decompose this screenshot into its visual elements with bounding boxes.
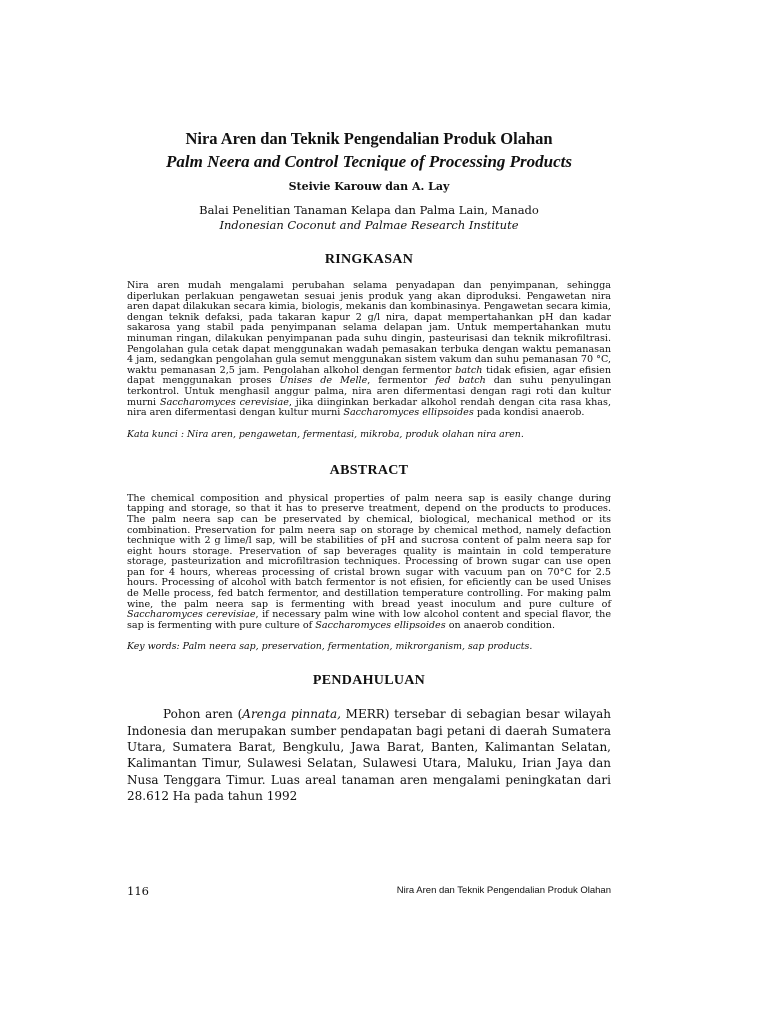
authors: Steivie Karouw dan A. Lay [288, 180, 450, 193]
abstract-run: on anaerob condition. [445, 619, 556, 631]
ringkasan-text [127, 281, 611, 419]
abstract-text [127, 494, 611, 632]
key-words [127, 641, 611, 653]
page-footer [127, 884, 611, 900]
kata-kunci-label: Kata kunci : [127, 428, 185, 440]
abstract-heading: ABSTRACT [329, 462, 409, 478]
abstract-run: , if necessary palm wine with low alcohol content and special flavor, the sap is fermenting with pure culture of [127, 609, 612, 631]
ringkasan-run: , fermentor [367, 375, 436, 387]
abstract-italic-term: Saccharomyces cerevisiae [127, 609, 256, 621]
running-title: Nira Aren dan Teknik Pengendalian Produk Olahan [396, 885, 611, 896]
pendahuluan-run: Pohon aren ( [163, 707, 243, 722]
ringkasan-run: dan suhu penyulingan terkontrol. Untuk menghasil anggur palma, nira aren difermentasi dengan ragi roti dan kultur murni [127, 375, 612, 408]
ringkasan-italic-term: batch [455, 364, 483, 376]
key-words-terms: Palm neera sap, preservation, fermentation, mikrorganism, sap products. [179, 641, 533, 653]
ringkasan-italic-term: Saccharomyces cerevisiae [160, 396, 289, 408]
affiliation-indonesian: Balai Penelitian Tanaman Kelapa dan Palma Lain, Manado [199, 203, 539, 217]
pendahuluan-italic-term: Arenga pinnata, [242, 707, 341, 722]
ringkasan-run: , jika diinginkan berkadar alkohol rendah dengan cita rasa khas, nira aren difermentasi dengan kultur murni [127, 396, 611, 419]
ringkasan-italic-term: Unises de Melle [279, 375, 368, 387]
pendahuluan-heading: PENDAHULUAN [312, 673, 426, 689]
kata-kunci-terms: Nira aren, pengawetan, fermentasi, mikroba, produk olahan nira aren. [184, 428, 524, 440]
abstract-italic-term: Saccharomyces ellipsoides [315, 619, 446, 631]
ringkasan-run: pada kondisi anaerob. [473, 407, 585, 419]
ringkasan-run: tidak efisien, agar efisien dapat menggunakan proses [127, 364, 611, 387]
pendahuluan-text [127, 706, 611, 804]
ringkasan-italic-term: fed batch [435, 375, 486, 387]
page-number: 116 [127, 884, 149, 898]
ringkasan-heading: RINGKASAN [324, 252, 414, 267]
affiliation-english: Indonesian Coconut and Palmae Research Institute [219, 218, 519, 232]
ringkasan-run: Nira aren mudah mengalami perubahan selama penyadapan dan penyimpanan, sehingga diperlukan perlakuan pengawetan sesuai jenis produk yang akan diproduksi. Pengawetan nira aren dapat dilakukan secara kimia, biologis, mekanis dan kombinasinya. Pengawetan secara kimia, dengan teknik defaksi, pada takaran kapur 2 g/l nira, dapat mempertahankan pH dan kadar sakarosa yang stabil pada penyimpanan selama delapan jam. Untuk mempertahankan mutu minuman ringan, dilakukan penyimpanan pada suhu dingin, pasteurisasi dan teknik mikrofiltrasi. Pengolahan gula cetak dapat menggunakan wadah pemasakan terbuka dengan waktu pemanasan 4 jam, sedangkan pengolahan gula semut menggunakan sistem vakum dan suhu pemanasan 70 °C, waktu pemanasan 2,5 jam. Pengolahan alkohol dengan fermentor [127, 280, 611, 376]
kata-kunci [127, 429, 611, 441]
ringkasan-italic-term: Saccharomyces ellipsoides [343, 407, 474, 419]
pendahuluan-run: MERR) tersebar di sebagian besar wilayah Indonesia dan merupakan sumber pendapatan bagi petani di daerah Sumatera Utara, Sumatera Barat, Bengkulu, Jawa Barat, Banten, Kalimantan Selatan, Kalimantan Timur, Sulawesi Selatan, Sulawesi Utara, Maluku, Irian Jaya dan Nusa Tenggara Timur. Luas areal tanaman aren mengalami peningkatan dari 28.612 Ha pada tahun 1992 [127, 707, 611, 803]
article [127, 128, 611, 804]
title-english: Palm Neera and Control Tecnique of Processing Products [166, 152, 572, 171]
title-indonesian: Nira Aren dan Teknik Pengendalian Produk Olahan [185, 129, 553, 148]
key-words-label: Key words: [127, 641, 180, 653]
abstract-run: The chemical composition and physical properties of palm neera sap is easily change during tapping and storage, so that it has to preserve treatment, depend on the products to produces. The palm neera sap can be preservated by chemical, biological, mechanical method or its combination. Preservation for palm neera sap on storage by chemical method, namely defaction technique with 2 g lime/l sap, will be stabilities of pH and sucrosa content of palm neera sap for eight hours storage. Preservation of sap beverages quality is maintain in cold temperature storage, pasteurization and microfiltrasion techniques. Processing of brown sugar can use open pan for 4 hours, whereas processing of cristal brown sugar with vacuum pan on 70°C for 2.5 hours. Processing of alcohol with batch fermentor is not efisien, for eficiently can be used Unises de Melle process, fed batch fermentor, and destillation temperature controlling. For making palm wine, the palm neera sap is fermenting with bread yeast inoculum and pure culture of [127, 492, 611, 610]
